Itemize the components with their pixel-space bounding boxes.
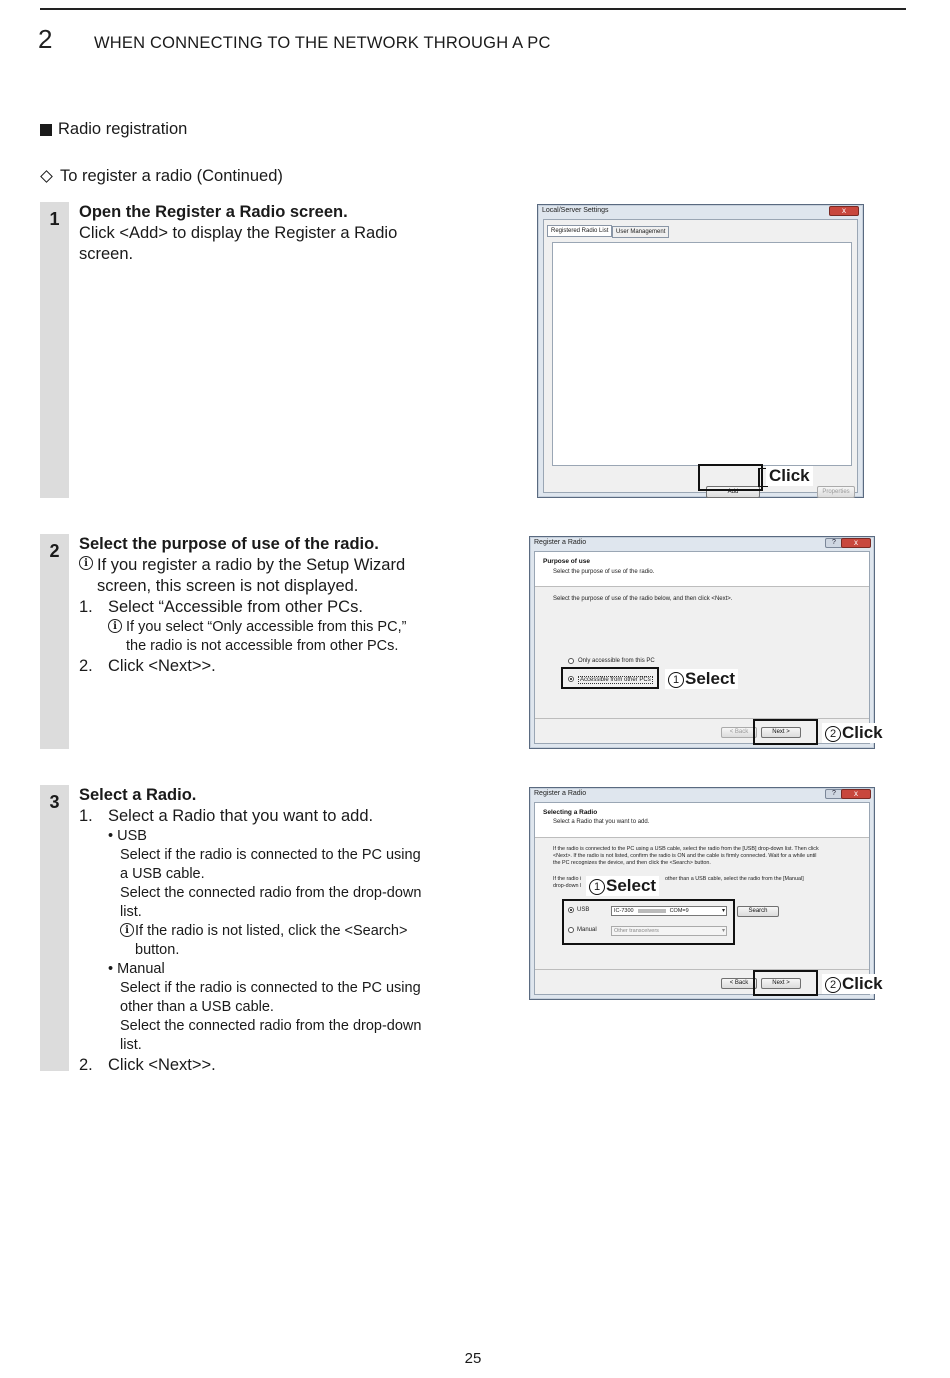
bullet-line: Select if the radio is connected to the PC using [120,980,421,996]
instruction-line: the PC recognizes the device, and then click the <Search> button. [553,860,711,866]
dialog-subheading: Select the purpose of use of the radio. [553,569,655,575]
dialog-heading: Selecting a Radio [543,809,598,816]
back-button[interactable]: < Back [721,727,757,738]
step-2-bar [40,534,69,749]
item-number: 1. [79,598,93,616]
diamond-bullet-icon [40,170,53,183]
select-highlight-box [561,667,659,689]
usb-port: COM=9 [669,908,689,914]
window-body [543,219,858,493]
next-button[interactable]: Next > [761,978,801,989]
help-icon[interactable]: ? [825,538,843,548]
divider [535,718,869,719]
item-text: Click <Next>>. [108,1056,216,1074]
register-a-radio-window-select [529,787,883,1000]
step-2-item-1 [79,597,406,618]
properties-button[interactable]: Properties [817,486,855,498]
divider [535,586,869,587]
note-line: the radio is not accessible from other PCs. [126,638,399,654]
step-1-number: 1 [49,209,60,229]
note-line: If you select “Only accessible from this PC,” [126,619,407,635]
bullet-line: a USB cable. [120,866,205,882]
dialog-heading: Purpose of use [543,558,590,565]
step-2-note [79,555,406,597]
click-callout [822,974,886,994]
callout-text: Click [842,974,883,993]
circled-number: 1 [668,672,684,688]
instruction-line: If the radio is connected to the PC using a USB cable, select the radio from the [USB] drop-down list. Then click [553,846,819,852]
note-line: screen, this screen is not displayed. [97,577,359,595]
step-3-text [79,785,421,1076]
search-button[interactable]: Search [737,906,779,917]
chevron-down-icon: ▾ [721,908,725,914]
select-callout [665,669,738,689]
bullet-label: • Manual [108,961,165,977]
bullet-line: Select the connected radio from the drop-down [120,1018,422,1034]
next-highlight-box [753,970,818,996]
instruction-line: <Next>. If the radio is not listed, confirm the radio is ON and the cable is firmly connected. Wait for a while until [553,853,817,859]
bullet-line: list. [120,1037,142,1053]
info-icon: i [79,556,93,570]
circled-number: 2 [825,977,841,993]
bullet-label: • USB [108,828,147,844]
step-2-number: 2 [49,541,60,561]
divider [535,837,869,838]
step-2-item-2 [79,656,406,677]
step-3-item-1 [79,806,421,827]
add-highlight-box [698,464,763,491]
close-icon[interactable]: x [829,206,859,216]
step-3-number: 3 [49,792,60,812]
step-3-bar [40,785,69,1071]
top-rule [40,8,906,10]
callout-text: Select [685,669,736,688]
note-line: If the radio is not listed, click the <Search> [135,923,408,939]
step-1-title: Open the Register a Radio screen. [79,203,348,221]
add-button[interactable]: Add [706,486,760,498]
next-highlight-box [753,719,818,745]
chapter-number: 2 [38,24,53,54]
close-icon[interactable]: x [841,538,871,548]
usb-label: USB [577,907,590,913]
click-callout: Click [766,466,813,486]
step-1-body-line: screen. [79,245,134,263]
callout-text: Select [606,876,657,895]
circled-number: 1 [589,879,605,895]
window-title: Register a Radio [534,539,587,546]
select-highlight-box [562,899,735,945]
usb-note [120,922,421,960]
instruction-line: If the radio i [553,876,582,882]
select-callout [586,876,659,896]
bullet-line: Select if the radio is connected to the PC using [120,847,421,863]
close-icon[interactable]: x [841,789,871,799]
option-label: Only accessible from this PC [578,658,655,664]
circled-number: 2 [825,726,841,742]
note-line: If you register a radio by the Setup Wizard [97,556,406,574]
subsection-title: To register a radio (Continued) [60,167,283,185]
step-1-text [79,202,397,265]
bullet-line: list. [120,904,142,920]
manual-label: Manual [577,927,597,933]
bullet-line: Select the connected radio from the drop-down [120,885,422,901]
window-title: Local/Server Settings [542,207,609,214]
bullet-label-text: USB [117,828,147,844]
usb-bullet [79,827,421,960]
option-label: Accessible from other PCs [580,677,651,683]
note-line: button. [135,942,180,958]
chevron-down-icon: ▾ [721,928,725,934]
item-number: 2. [79,657,93,675]
step-3-item-2 [79,1055,421,1076]
instruction-line: drop-down l [553,883,582,889]
manual-value: Other transceivers [614,928,659,934]
dialog-subheading: Select a Radio that you want to add. [553,819,650,825]
radio-only-this-pc[interactable] [568,658,574,664]
instruction-line: other than a USB cable, select the radio from the [Manual] [665,876,804,882]
manual-bullet [79,960,421,1055]
step-3-title: Select a Radio. [79,786,197,804]
info-icon: i [120,923,134,937]
register-a-radio-window-purpose [529,536,883,749]
tab-user-management[interactable]: User Management [612,226,669,238]
divider [535,969,869,970]
local-server-settings-window [537,204,864,498]
section-title: Radio registration [58,120,188,138]
item-text: Select a Radio that you want to add. [108,807,374,825]
square-bullet-icon [40,124,52,136]
page-number: 25 [464,1350,482,1367]
click-callout [822,723,886,743]
section-heading [40,120,187,139]
next-button[interactable]: Next > [761,727,801,738]
help-icon[interactable]: ? [825,789,843,799]
item-text: Click <Next>>. [108,657,216,675]
callout-text: Click [842,723,883,742]
info-icon: i [108,619,122,633]
item-number: 1. [79,807,93,825]
bullet-line: other than a USB cable. [120,999,274,1015]
instruction-text: Select the purpose of use of the radio below, and then click <Next>. [553,596,733,602]
radio-list[interactable] [552,242,852,466]
step-1-body-line: Click <Add> to display the Register a Radio [79,224,398,242]
usb-value: IC-7300 [614,908,634,914]
window-title: Register a Radio [534,790,587,797]
bullet-label-text: Manual [117,961,165,977]
step-2-sub-note [79,618,406,656]
item-number: 2. [79,1056,93,1074]
window-body [534,551,870,744]
tab-registered-radio-list[interactable]: Registered Radio List [547,225,612,237]
step-2-title: Select the purpose of use of the radio. [79,535,379,553]
chapter-title: WHEN CONNECTING TO THE NETWORK THROUGH A PC [94,34,551,52]
subsection-heading [40,167,283,186]
item-text: Select “Accessible from other PCs. [108,598,363,616]
step-2-text [79,534,406,677]
step-1-bar [40,202,69,498]
back-button[interactable]: < Back [721,978,757,989]
